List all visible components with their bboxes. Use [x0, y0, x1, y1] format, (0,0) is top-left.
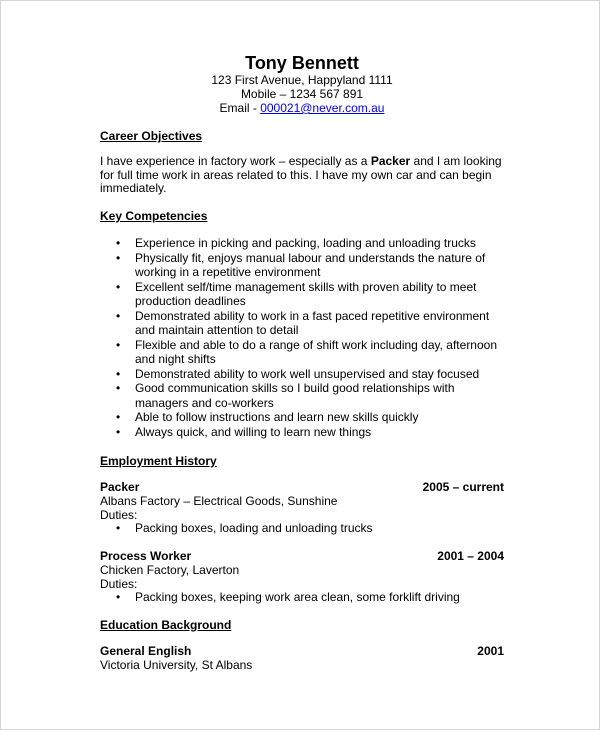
list-item: • Demonstrated ability to work well unsupervised and stay focused — [100, 367, 504, 382]
candidate-name: Tony Bennett — [245, 53, 359, 73]
mobile: Mobile – 1234 567 891 — [240, 87, 364, 101]
list-item: • Flexible and able to do a range of shift work including day, afternoon and night shifts — [100, 338, 504, 367]
list-item: • Able to follow instructions and learn new skills quickly — [100, 410, 504, 425]
education-entry — [100, 644, 504, 672]
duties-list — [100, 590, 504, 605]
career-text-bold: Packer — [370, 154, 411, 168]
career-objectives-heading: Career Objectives — [100, 129, 203, 143]
course-year: 2001 — [477, 644, 504, 658]
career-objectives-text — [100, 155, 504, 196]
duties-label: Duties: — [100, 577, 138, 591]
career-text-part-1: I have experience in factory work – especially as a — [100, 154, 371, 168]
institution: Victoria University, St Albans — [100, 658, 253, 672]
job-employer: Chicken Factory, Laverton — [100, 563, 240, 577]
list-item: • Excellent self/time management skills with proven ability to meet production deadlines — [100, 280, 504, 309]
email-label: Email - — [219, 101, 261, 115]
list-item: • Always quick, and willing to learn new things — [100, 425, 504, 440]
job-employer: Albans Factory – Electrical Goods, Sunshine — [100, 494, 338, 508]
education-heading: Education Background — [100, 618, 232, 632]
key-competencies-heading: Key Competencies — [100, 209, 208, 223]
course-name: General English — [100, 644, 192, 658]
list-item: • Experience in picking and packing, loading and unloading trucks — [100, 236, 504, 251]
list-item: • Packing boxes, keeping work area clean, some forklift driving — [100, 590, 504, 605]
job-title: Process Worker — [100, 549, 192, 563]
competencies-list — [100, 236, 504, 439]
list-item: • Good communication skills so I build good relationships with managers and co-workers — [100, 381, 504, 410]
email-line — [100, 101, 504, 115]
list-item: • Demonstrated ability to work in a fast paced repetitive environment and maintain attention to detail — [100, 309, 504, 338]
email-link[interactable]: 000021@never.com.au — [260, 101, 385, 115]
list-item: • Packing boxes, loading and unloading trucks — [100, 521, 504, 536]
career-text-part-2: and I am looking for full time work in areas related to this. I have my own car and can begin immediately. — [100, 154, 502, 195]
duties-list — [100, 521, 504, 536]
job-dates: 2005 – current — [422, 480, 504, 494]
job-title: Packer — [100, 480, 140, 494]
job-entry — [100, 480, 504, 522]
list-item: • Physically fit, enjoys manual labour and understands the nature of working in a repetitive environment — [100, 251, 504, 280]
job-dates: 2001 – 2004 — [437, 549, 504, 563]
duties-label: Duties: — [100, 508, 138, 522]
address: 123 First Avenue, Happyland 1111 — [211, 73, 393, 87]
employment-history-heading: Employment History — [100, 454, 217, 468]
job-entry — [100, 549, 504, 591]
